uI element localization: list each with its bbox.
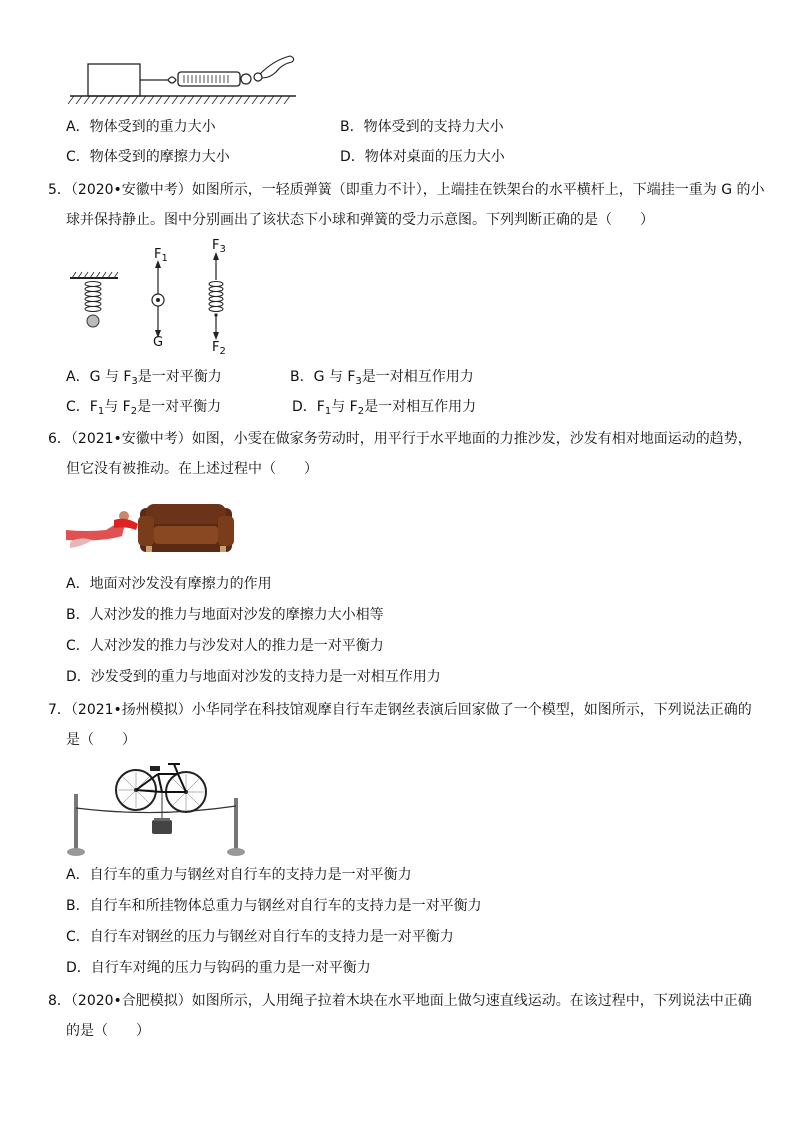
q4-option-d: D．物体对桌面的压力大小 (340, 149, 505, 165)
q5-label-g: G (153, 335, 164, 350)
person-pushing-sofa-image (66, 496, 242, 556)
q5-option-b: B．G 与 $F_3$是一对相互作用力 (290, 369, 474, 387)
q5-stem-line1: 5．（2020•安徽中考）如图所示，一轻质弹簧（即重力不计），上端挂在铁架台的水平横杆上，下端挂一重为 G 的小 (48, 182, 765, 198)
q5-label-f2: $F_2$ (212, 340, 226, 357)
q7-stem-line2: 是（ ） (66, 732, 136, 748)
q4-option-c: C．物体受到的摩擦力大小 (66, 149, 230, 165)
q6-stem-line2: 但它没有被推动。在上述过程中（ ） (66, 461, 318, 477)
q5-option-c: C．$F_1$与 $F_2$是一对平衡力 (66, 399, 222, 417)
q5-stem-line2: 球并保持静止。图中分别画出了该状态下小球和弹簧的受力示意图。下列判断正确的是（ ） (66, 212, 654, 228)
q4-option-b: B．物体受到的支持力大小 (340, 119, 504, 135)
q5-label-f3: $F_3$ (212, 238, 226, 255)
q7-option-a: A．自行车的重力与钢丝对自行车的支持力是一对平衡力 (66, 867, 412, 883)
q7-stem-line1: 7．（2021•扬州模拟）小华同学在科技馆观摩自行车走钢丝表演后回家做了一个模型，如图所示，下列说法正确的 (48, 702, 752, 718)
q4-option-a: A．物体受到的重力大小 (66, 119, 216, 135)
q7-option-b: B．自行车和所挂物体总重力与钢丝对自行车的支持力是一对平衡力 (66, 898, 482, 914)
q5-label-f1: $F_1$ (154, 247, 168, 264)
bicycle-on-wire-photo (66, 752, 256, 858)
q6-stem-line1: 6．（2021•安徽中考）如图，小雯在做家务劳动时，用平行于水平地面的力推沙发，沙发有相对地面运动的趋势， (48, 431, 752, 447)
q8-stem-line1: 8．（2020•合肥模拟）如图所示，人用绳子拉着木块在水平地面上做匀速直线运动。在该过程中，下列说法中正确 (48, 993, 752, 1009)
q8-stem-line2: 的是（ ） (66, 1023, 150, 1039)
q6-option-c: C．人对沙发的推力与沙发对人的推力是一对平衡力 (66, 638, 384, 654)
q6-option-d: D．沙发受到的重力与地面对沙发的支持力是一对相互作用力 (66, 669, 441, 685)
q6-option-a: A．地面对沙发没有摩擦力的作用 (66, 576, 272, 592)
q7-option-d: D．自行车对绳的压力与钩码的重力是一对平衡力 (66, 960, 371, 976)
q6-option-b: B．人对沙发的推力与地面对沙发的摩擦力大小相等 (66, 607, 384, 623)
q5-option-a: A．G 与 $F_3$是一对平衡力 (66, 369, 222, 387)
q7-option-c: C．自行车对钢丝的压力与钢丝对自行车的支持力是一对平衡力 (66, 929, 454, 945)
q5-option-d: D．$F_1$与 $F_2$是一对相互作用力 (292, 399, 477, 417)
block-spring-scale-figure (68, 50, 308, 110)
